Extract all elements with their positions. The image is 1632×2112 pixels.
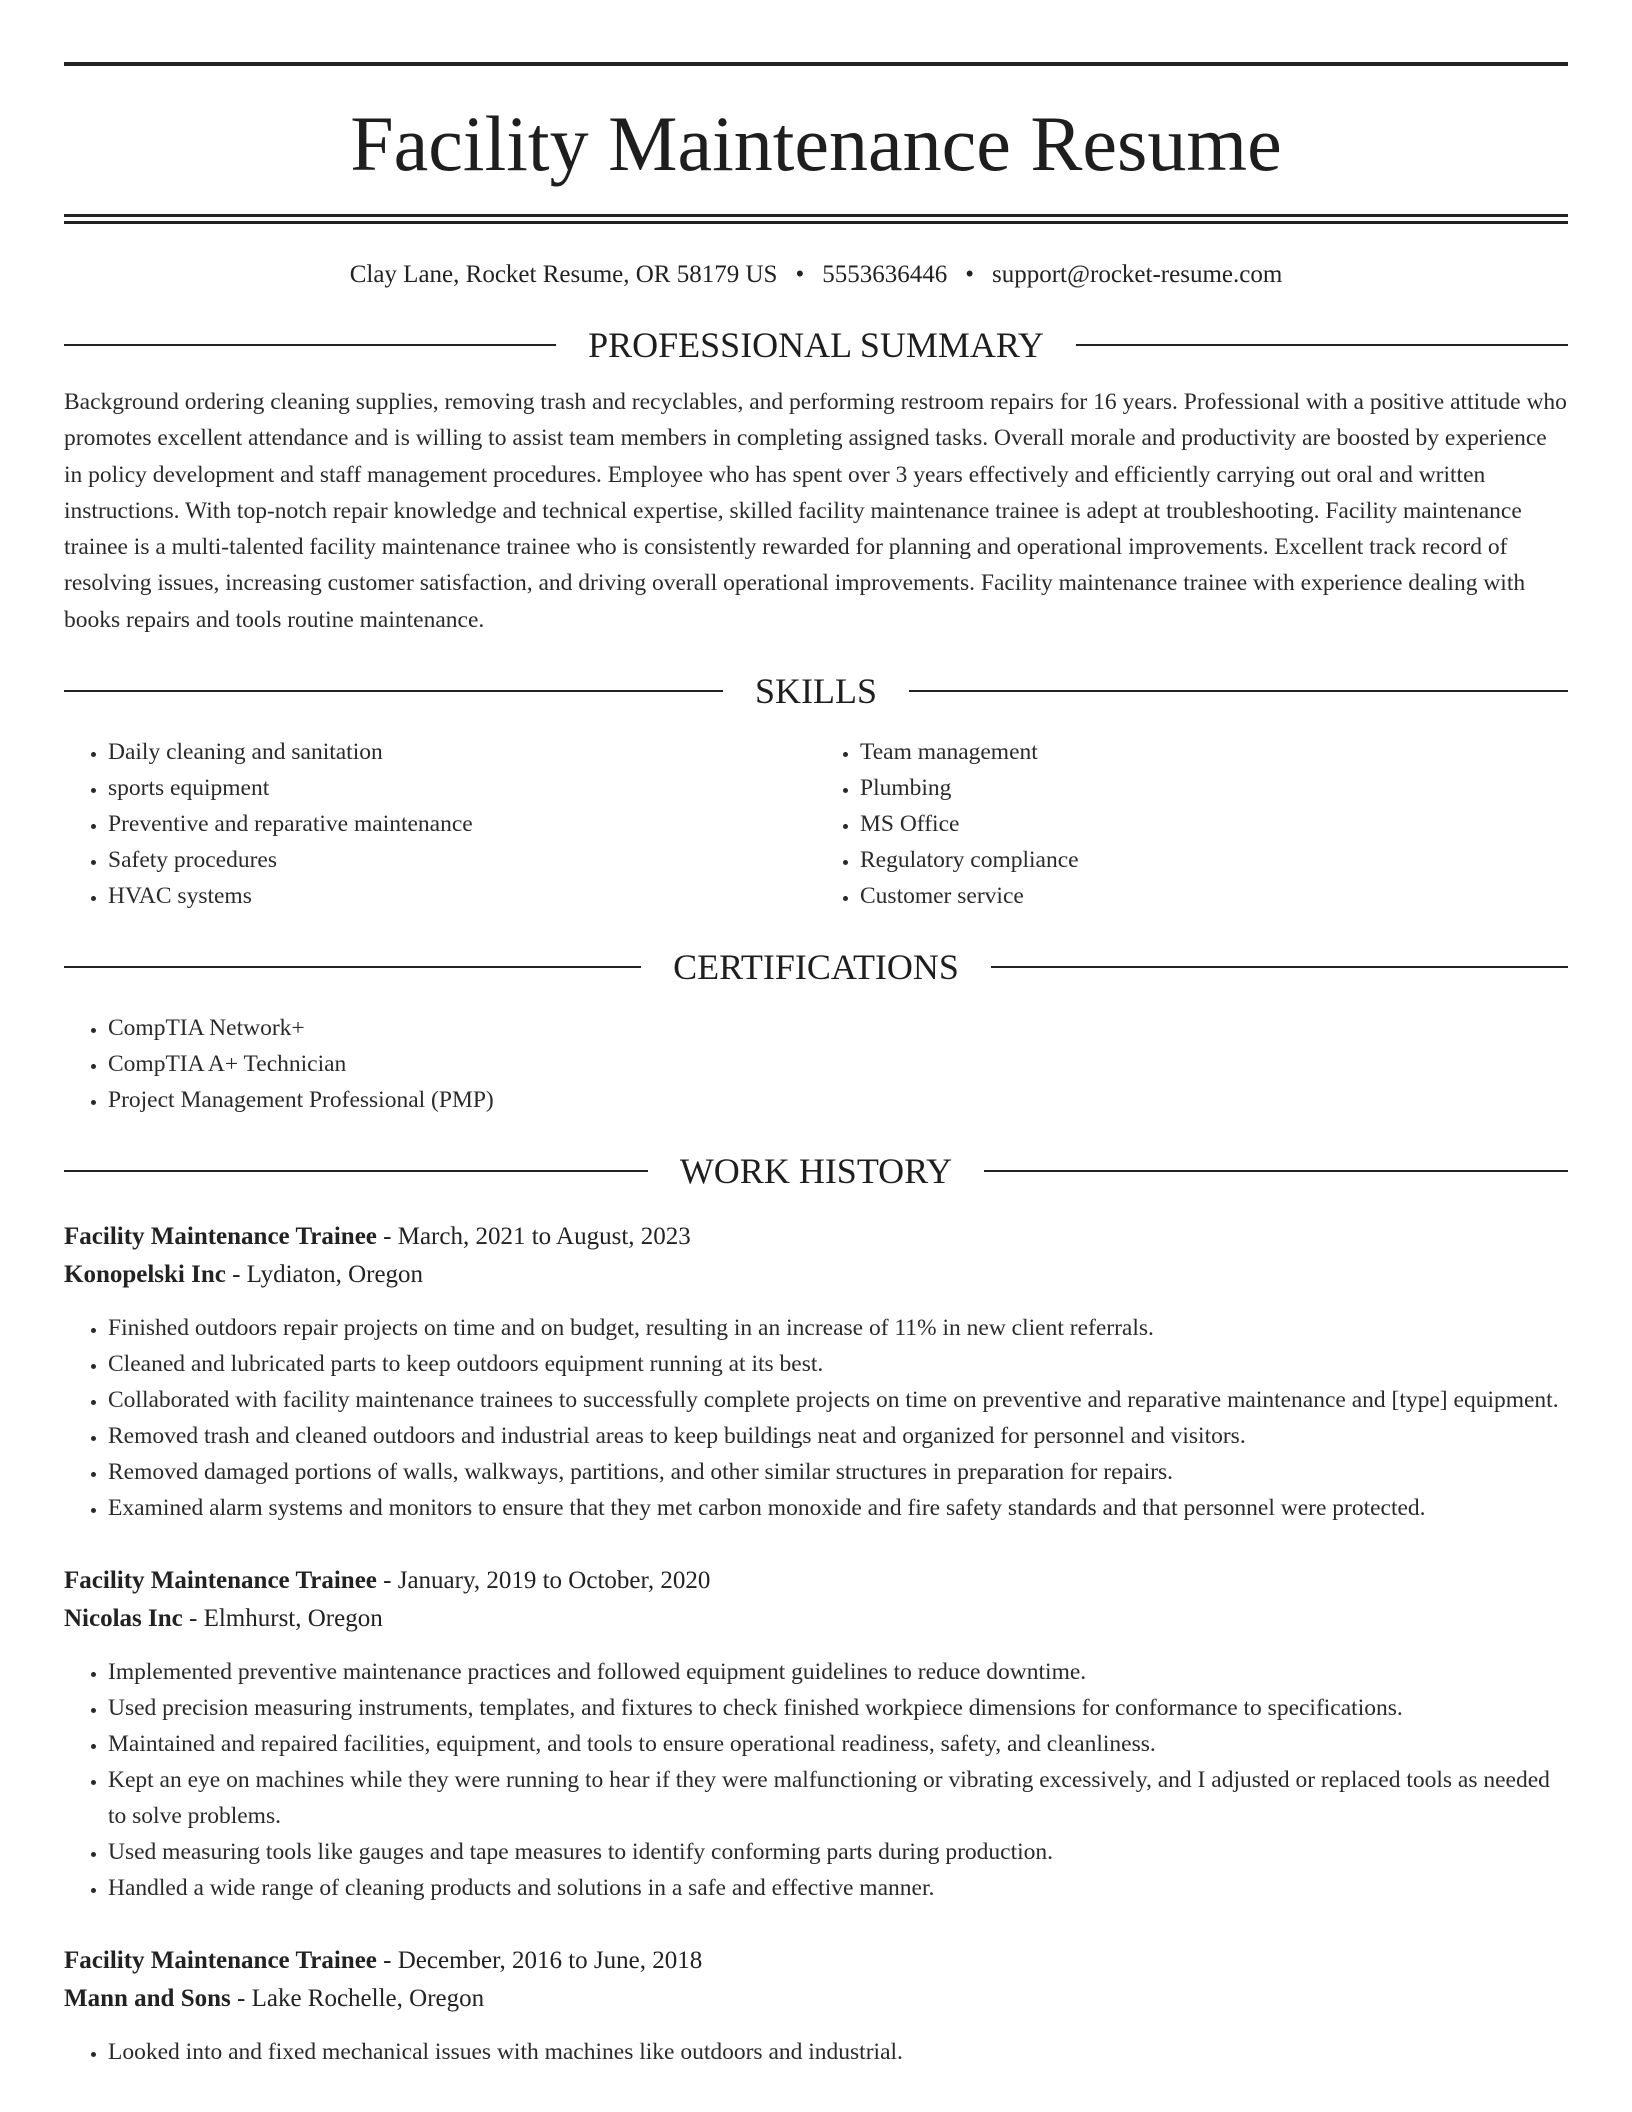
job-title-line: [64, 1218, 1568, 1256]
contact-address: Clay Lane, Rocket Resume, OR 58179 US: [349, 261, 778, 288]
job-title-line: [64, 1562, 1568, 1600]
work-history-heading-label: WORK HISTORY: [679, 1151, 953, 1192]
job-bullet: • Finished outdoors repair projects on time and on budget, resulting in an increase of 11% in new client referrals.: [108, 1310, 1568, 1346]
skill-item: • Team management: [860, 734, 1568, 770]
job-title: Facility Maintenance Trainee: [64, 1947, 377, 1975]
skill-item: • Plumbing: [860, 770, 1568, 806]
heading-rule-left: [64, 1170, 648, 1172]
job-bullets: [64, 2034, 1568, 2070]
job-title: Facility Maintenance Trainee: [64, 1223, 377, 1251]
skills-heading-label: SKILLS: [755, 671, 878, 712]
summary-text: Background ordering cleaning supplies, removing trash and recyclables, and performing restroom repairs for 16 years. Professional with a positive attitude who promotes excellent attendance and is willing to assist team members in completing assigned tasks. Overall morale and productivity are boosted by experience in policy development and staff management procedures. Employee who has spent over 3 years effectively and efficiently carrying out oral and written instructions. With top-notch repair knowledge and technical expertise, skilled facility maintenance trainee is adept at troubleshooting. Facility maintenance trainee is a multi-talented facility maintenance trainee who is consistently rewarded for planning and operational improvements. Excellent track record of resolving issues, increasing customer satisfaction, and driving overall operational improvements. Facility maintenance trainee with experience dealing with books repairs and tools routine maintenance.: [64, 389, 1567, 633]
job-bullet: • Maintained and repaired facilities, equipment, and tools to ensure operational readiness, safety, and cleanliness.: [108, 1726, 1568, 1762]
resume-page: [64, 62, 1568, 2070]
job-title-line: [64, 1942, 1568, 1980]
job-bullet: • Used precision measuring instruments, templates, and fixtures to check finished workpiece dimensions for conformance to specifications.: [108, 1690, 1568, 1726]
job-entry: [64, 1562, 1568, 1906]
heading-rule-right: [991, 966, 1568, 968]
top-rule: [64, 62, 1568, 66]
job-bullet: • Removed trash and cleaned outdoors and industrial areas to keep buildings neat and organized for personnel and visitors.: [108, 1418, 1568, 1454]
contact-line: [64, 258, 1568, 292]
job-company: Konopelski Inc: [64, 1261, 226, 1289]
job-bullets: [64, 1654, 1568, 1906]
work-history-heading: [64, 1148, 1568, 1194]
certification-item: • Project Management Professional (PMP): [108, 1082, 1568, 1118]
skill-item: • HVAC systems: [108, 878, 816, 914]
skills-heading: [64, 668, 1568, 714]
title-double-rule: [64, 214, 1568, 224]
certification-item: • CompTIA A+ Technician: [108, 1046, 1568, 1082]
skills-column-right: [816, 734, 1568, 914]
job-company-line: [64, 1600, 1568, 1638]
job-bullets: [64, 1310, 1568, 1526]
job-company: Nicolas Inc: [64, 1605, 183, 1633]
job-bullet: • Kept an eye on machines while they were running to hear if they were malfunctioning or vibrating excessively, and I adjusted or replaced tools as needed to solve problems.: [108, 1762, 1568, 1834]
skills-list: [64, 734, 1568, 914]
certifications-heading-label: CERTIFICATIONS: [673, 947, 959, 988]
job-entry: [64, 1218, 1568, 1526]
contact-phone: 5553636446: [822, 261, 948, 288]
job-company-line: [64, 1980, 1568, 2018]
job-bullet: • Implemented preventive maintenance practices and followed equipment guidelines to reduce downtime.: [108, 1654, 1568, 1690]
heading-rule-left: [64, 966, 641, 968]
skill-item: • sports equipment: [108, 770, 816, 806]
contact-email: support@rocket-resume.com: [991, 261, 1283, 288]
job-bullet: • Cleaned and lubricated parts to keep outdoors equipment running at its best.: [108, 1346, 1568, 1382]
certifications-heading: [64, 944, 1568, 990]
skill-item: • Daily cleaning and sanitation: [108, 734, 816, 770]
resume-title: Facility Maintenance Resume: [350, 100, 1282, 187]
job-bullet: • Used measuring tools like gauges and tape measures to identify conforming parts during production.: [108, 1834, 1568, 1870]
job-location: - Lake Rochelle, Oregon: [230, 1985, 485, 2013]
job-title: Facility Maintenance Trainee: [64, 1567, 377, 1595]
job-company: Mann and Sons: [64, 1985, 231, 2013]
skill-item: • Preventive and reparative maintenance: [108, 806, 816, 842]
skill-item: • Customer service: [860, 878, 1568, 914]
heading-rule-left: [64, 344, 556, 346]
heading-rule-left: [64, 690, 723, 692]
certifications-list: [64, 1010, 1568, 1118]
summary-heading-label: PROFESSIONAL SUMMARY: [588, 325, 1044, 365]
skill-item: • MS Office: [860, 806, 1568, 842]
skill-item: • Safety procedures: [108, 842, 816, 878]
job-dates: - December, 2016 to June, 2018: [376, 1947, 703, 1975]
heading-rule-right: [984, 1170, 1568, 1172]
job-bullet: • Handled a wide range of cleaning products and solutions in a safe and effective manner.: [108, 1870, 1568, 1906]
contact-separator: •: [965, 261, 974, 288]
job-dates: - January, 2019 to October, 2020: [376, 1567, 711, 1595]
certification-item: • CompTIA Network+: [108, 1010, 1568, 1046]
heading-rule-right: [1076, 344, 1568, 346]
job-bullet: • Examined alarm systems and monitors to ensure that they met carbon monoxide and fire safety standards and that personnel were protected.: [108, 1490, 1568, 1526]
job-entry: [64, 1942, 1568, 2070]
job-bullet: • Collaborated with facility maintenance trainees to successfully complete projects on time on preventive and reparative maintenance and [type] equipment.: [108, 1382, 1568, 1418]
job-dates: - March, 2021 to August, 2023: [376, 1223, 691, 1251]
skill-item: • Regulatory compliance: [860, 842, 1568, 878]
contact-separator: •: [795, 261, 805, 288]
job-company-line: [64, 1256, 1568, 1294]
job-bullet: • Looked into and fixed mechanical issues with machines like outdoors and industrial.: [108, 2034, 1568, 2070]
summary-heading: [64, 322, 1568, 368]
job-bullet: • Removed damaged portions of walls, walkways, partitions, and other similar structures in preparation for repairs.: [108, 1454, 1568, 1490]
job-location: - Lydiaton, Oregon: [225, 1261, 424, 1289]
heading-rule-right: [909, 690, 1568, 692]
skills-column-left: [64, 734, 816, 914]
job-location: - Elmhurst, Oregon: [182, 1605, 383, 1633]
